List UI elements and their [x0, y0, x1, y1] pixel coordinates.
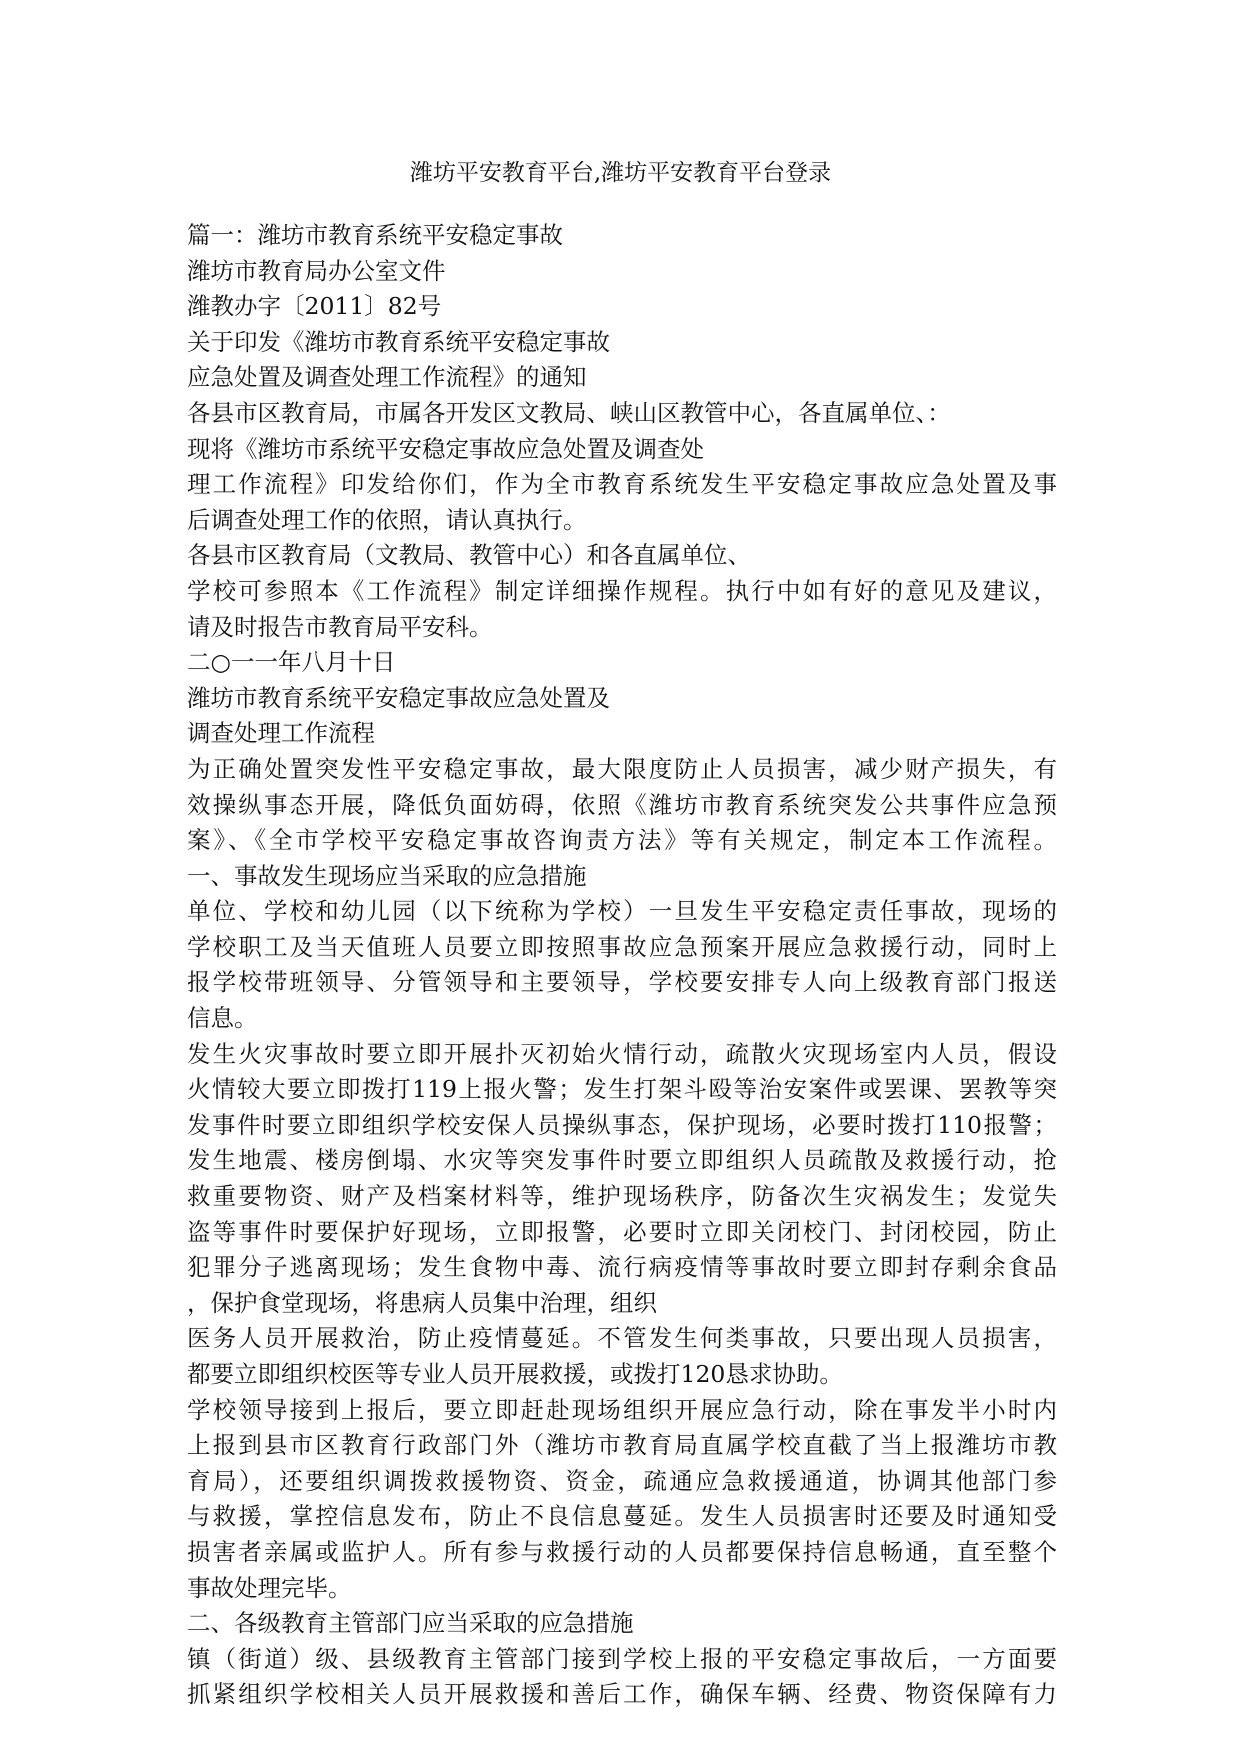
text-line: 与救援，掌控信息发布，防止不良信息蔓延。发生人员损害时还要及时通知受: [187, 1502, 1057, 1531]
text-line: 盗等事件时要保护好现场，立即报警，必要时立即关闭校门、封闭校园，防止: [187, 1217, 1057, 1246]
text-line: 事故处理完毕。: [187, 1573, 352, 1602]
text-line: 学校职工及当天值班人员要立即按照事故应急预案开展应急救援行动，同时上: [187, 932, 1057, 961]
text-line: 潍教办字〔2011〕82号: [187, 292, 442, 321]
text-line: 学校可参照本《工作流程》制定详细操作规程。执行中如有好的意见及建议，: [187, 576, 1057, 605]
text-line: 医务人员开展救治，防止疫情蔓延。不管发生何类事故，只要出现人员损害，: [187, 1324, 1057, 1353]
text-line: 为正确处置突发性平安稳定事故，最大限度防止人员损害，减少财产损失，有: [187, 754, 1057, 783]
text-line: 一、事故发生现场应当采取的应急措施: [187, 861, 587, 890]
text-line: 学校领导接到上报后，要立即赶赴现场组织开展应急行动，除在事发半小时内: [187, 1395, 1057, 1424]
document-body: [187, 218, 1057, 1713]
text-line: ，保护食堂现场，将患病人员集中治理，组织: [187, 1288, 657, 1317]
text-line: 信息。: [187, 1004, 258, 1033]
text-line: 各县市区教育局，市属各开发区文教局、峡山区教管中心，各直属单位、：: [187, 398, 951, 427]
text-line: 报学校带班领导、分管领导和主要领导，学校要安排专人向上级教育部门报送: [187, 968, 1057, 997]
text-line: 篇一：潍坊市教育系统平安稳定事故: [187, 221, 563, 249]
text-line: 理工作流程》印发给你们，作为全市教育系统发生平安稳定事故应急处置及事: [187, 470, 1057, 499]
text-line: 应急处置及调查处理工作流程》的通知: [187, 363, 587, 392]
text-line: 发事件时要立即组织学校安保人员操纵事态，保护现场，必要时拨打110报警；: [187, 1110, 1057, 1139]
text-line: 都要立即组织校医等专业人员开展救援，或拨打120恳求协助。: [187, 1360, 843, 1388]
text-line: 潍坊市教育系统平安稳定事故应急处置及: [187, 683, 610, 712]
text-line: 二、各级教育主管部门应当采取的应急措施: [187, 1609, 634, 1638]
text-line: 后调查处理工作的依照，请认真执行。: [187, 505, 587, 534]
text-line: 现将《潍坊市系统平安稳定事故应急处置及调查处: [187, 434, 704, 463]
text-line: 犯罪分子逃离现场；发生食物中毒、流行病疫情等事故时要立即封存剩余食品: [187, 1253, 1057, 1282]
text-line: 抓紧组织学校相关人员开展救援和善后工作，确保车辆、经费、物资保障有力: [187, 1680, 1057, 1709]
text-line: 上报到县市区教育行政部门外（潍坊市教育局直属学校直截了当上报潍坊市教: [187, 1431, 1057, 1460]
text-line: 案》、《全市学校平安稳定事故咨询责方法》等有关规定，制定本工作流程。: [187, 826, 1057, 855]
text-line: 育局），还要组织调拨救援物资、资金，疏通应急救援通道，协调其他部门参: [187, 1466, 1057, 1495]
text-line: 发生火灾事故时要立即开展扑灭初始火情行动，疏散火灾现场室内人员，假设: [187, 1039, 1057, 1068]
text-line: 救重要物资、财产及档案材料等，维护现场秩序，防备次生灾祸发生；发觉失: [187, 1182, 1057, 1211]
text-line: 各县市区教育局（文教局、教管中心）和各直属单位、: [187, 541, 751, 570]
text-line: 二○一一年八月十日: [187, 648, 396, 677]
text-line: 镇（街道）级、县级教育主管部门接到学校上报的平安稳定事故后，一方面要: [187, 1644, 1057, 1673]
text-line: 关于印发《潍坊市教育系统平安稳定事故: [187, 327, 610, 356]
text-line: 请及时报告市教育局平安科。: [187, 612, 493, 641]
text-line: 单位、学校和幼儿园（以下统称为学校）一旦发生平安稳定责任事故，现场的: [187, 897, 1057, 926]
text-line: 效操纵事态开展，降低负面妨碍，依照《潍坊市教育系统突发公共事件应急预: [187, 790, 1057, 819]
text-line: 调查处理工作流程: [187, 719, 375, 748]
text-line: 损害者亲属或监护人。所有参与救援行动的人员都要保持信息畅通，直至整个: [187, 1537, 1057, 1566]
text-line: 发生地震、楼房倒塌、水灾等突发事件时要立即组织人员疏散及救援行动，抢: [187, 1146, 1057, 1175]
document-title: 潍坊平安教育平台,潍坊平安教育平台登录: [409, 160, 832, 186]
text-line: 潍坊市教育局办公室文件: [187, 256, 446, 285]
text-line: 火情较大要立即拨打119上报火警；发生打架斗殴等治安案件或罢课、罢教等突: [187, 1075, 1057, 1104]
